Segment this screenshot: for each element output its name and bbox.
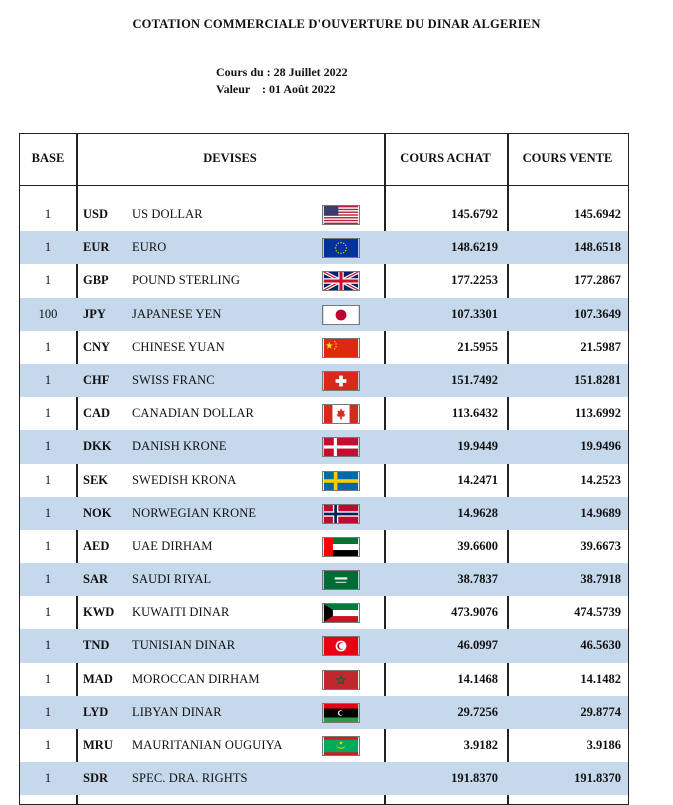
morocco-flag-icon bbox=[322, 670, 360, 690]
table-row bbox=[20, 231, 628, 264]
cell-name: US DOLLAR bbox=[132, 207, 203, 221]
table-row bbox=[20, 298, 628, 331]
cell-base: 1 bbox=[44, 207, 52, 221]
cell-achat: 145.6792 bbox=[451, 207, 498, 221]
cell-base: 1 bbox=[44, 605, 52, 620]
cell-name: SPEC. DRA. RIGHTS bbox=[132, 771, 248, 786]
cell-achat: 29.7256 bbox=[457, 704, 498, 719]
cell-base: 1 bbox=[44, 738, 52, 752]
cell-achat: 21.5955 bbox=[457, 339, 498, 354]
cell-vente: 21.5987 bbox=[580, 339, 621, 354]
cell-vente: 39.6673 bbox=[580, 538, 621, 553]
cell-name: JAPANESE YEN bbox=[132, 306, 222, 321]
table-row bbox=[20, 696, 628, 729]
cell-vente: 191.8370 bbox=[574, 771, 621, 786]
cell-vente: 151.8281 bbox=[574, 372, 621, 387]
rates-table bbox=[19, 133, 629, 805]
cell-name: UAE DIRHAM bbox=[132, 538, 213, 553]
cell-base: 1 bbox=[44, 771, 52, 786]
table-row bbox=[20, 563, 628, 596]
cell-achat: 3.9182 bbox=[463, 738, 498, 752]
cell-vente: 107.3649 bbox=[574, 306, 621, 321]
header-achat: COURS ACHAT bbox=[400, 151, 491, 165]
sweden-flag-icon bbox=[322, 471, 360, 491]
cell-name: SWISS FRANC bbox=[132, 372, 215, 387]
cell-name: NORWEGIAN KRONE bbox=[132, 505, 257, 520]
cell-achat: 14.2471 bbox=[457, 472, 498, 487]
cell-vente: 14.2523 bbox=[580, 472, 621, 487]
cell-code: NOK bbox=[83, 505, 112, 520]
cell-vente: 177.2867 bbox=[574, 273, 621, 288]
cell-achat: 46.0997 bbox=[457, 638, 498, 653]
date-block bbox=[216, 64, 348, 98]
table-row bbox=[20, 264, 628, 297]
cell-base: 1 bbox=[44, 273, 52, 288]
header-base: BASE bbox=[31, 151, 65, 165]
cell-name: MAURITANIAN OUGUIYA bbox=[132, 738, 283, 752]
cell-achat: 39.6600 bbox=[457, 538, 498, 553]
cell-code: AED bbox=[83, 538, 110, 553]
saudi-flag-icon bbox=[322, 570, 360, 590]
cell-achat: 473.9076 bbox=[451, 605, 498, 620]
mauritania-flag-icon bbox=[322, 736, 360, 756]
norway-flag-icon bbox=[322, 504, 360, 524]
cell-base: 1 bbox=[44, 538, 52, 553]
cell-code: CHF bbox=[83, 372, 110, 387]
cell-achat: 113.6432 bbox=[451, 406, 498, 421]
cell-code: CNY bbox=[83, 339, 111, 354]
kuwait-flag-icon bbox=[322, 603, 360, 623]
table-row bbox=[20, 464, 628, 497]
cell-base: 1 bbox=[44, 240, 52, 255]
cell-base: 100 bbox=[38, 306, 58, 321]
cell-vente: 29.8774 bbox=[580, 704, 621, 719]
cell-code: EUR bbox=[83, 240, 110, 255]
cell-code: SDR bbox=[83, 771, 109, 786]
cell-vente: 46.5630 bbox=[580, 638, 621, 653]
header-devises: DEVISES bbox=[203, 151, 257, 165]
cell-achat: 191.8370 bbox=[451, 771, 498, 786]
cell-code: TND bbox=[83, 638, 110, 653]
japan-flag-icon bbox=[322, 305, 360, 325]
libya-flag-icon bbox=[322, 703, 360, 723]
cell-code: GBP bbox=[83, 273, 109, 288]
cours-date: Cours du : 28 Juillet 2022 bbox=[216, 65, 348, 79]
cell-achat: 107.3301 bbox=[451, 306, 498, 321]
header-vente: COURS VENTE bbox=[522, 151, 613, 165]
cell-base: 1 bbox=[44, 439, 52, 454]
cell-vente: 3.9186 bbox=[586, 738, 621, 752]
cell-base: 1 bbox=[44, 572, 52, 587]
cell-vente: 148.6518 bbox=[574, 240, 621, 255]
cell-achat: 151.7492 bbox=[451, 372, 498, 387]
cell-vente: 19.9496 bbox=[580, 439, 621, 454]
cell-name: MOROCCAN DIRHAM bbox=[132, 671, 260, 686]
canada-flag-icon bbox=[322, 404, 360, 424]
cell-code: SAR bbox=[83, 572, 109, 587]
cell-name: TUNISIAN DINAR bbox=[132, 638, 236, 653]
denmark-flag-icon bbox=[322, 437, 360, 457]
cell-vente: 474.5739 bbox=[574, 605, 621, 620]
cell-name: POUND STERLING bbox=[132, 273, 240, 288]
table-row bbox=[20, 530, 628, 563]
uae-flag-icon bbox=[322, 537, 360, 557]
cell-achat: 148.6219 bbox=[451, 240, 498, 255]
cell-base: 1 bbox=[44, 505, 52, 520]
cell-code: SEK bbox=[83, 472, 109, 487]
document-title: COTATION COMMERCIALE D'OUVERTURE DU DINAR ALGERIEN bbox=[132, 17, 541, 31]
cell-base: 1 bbox=[44, 406, 52, 421]
table-row bbox=[20, 629, 628, 662]
cell-name: KUWAITI DINAR bbox=[132, 605, 230, 620]
cell-base: 1 bbox=[44, 472, 52, 487]
cell-vente: 14.1482 bbox=[580, 671, 621, 686]
cell-code: JPY bbox=[83, 306, 106, 321]
cell-code: USD bbox=[83, 207, 109, 221]
cell-name: SWEDISH KRONA bbox=[132, 472, 237, 487]
cell-name: SAUDI RIYAL bbox=[132, 572, 212, 587]
cell-code: MAD bbox=[83, 671, 113, 686]
cell-code: MRU bbox=[83, 738, 113, 752]
table-row bbox=[20, 397, 628, 430]
cell-base: 1 bbox=[44, 372, 52, 387]
table-row bbox=[20, 198, 628, 231]
cell-name: DANISH KRONE bbox=[132, 439, 227, 454]
cell-code: LYD bbox=[83, 704, 109, 719]
tunisia-flag-icon bbox=[322, 636, 360, 656]
swiss-flag-icon bbox=[322, 371, 360, 391]
valeur-date: Valeur : 01 Août 2022 bbox=[216, 82, 336, 96]
table-row bbox=[20, 364, 628, 397]
uk-flag-icon bbox=[322, 271, 360, 291]
cell-achat: 38.7837 bbox=[457, 572, 498, 587]
cell-vente: 113.6992 bbox=[574, 406, 621, 421]
table-row bbox=[20, 663, 628, 696]
table-header bbox=[20, 134, 628, 186]
cell-name: LIBYAN DINAR bbox=[132, 704, 222, 719]
cell-code: DKK bbox=[83, 439, 112, 454]
cell-code: KWD bbox=[83, 605, 115, 620]
cell-vente: 145.6942 bbox=[574, 207, 621, 221]
cell-vente: 14.9689 bbox=[580, 505, 621, 520]
cell-base: 1 bbox=[44, 339, 52, 354]
cell-achat: 19.9449 bbox=[457, 439, 498, 454]
cell-code: CAD bbox=[83, 406, 111, 421]
cell-achat: 14.1468 bbox=[457, 671, 498, 686]
cell-name: CHINESE YUAN bbox=[132, 339, 225, 354]
table-body bbox=[20, 198, 628, 795]
cell-name: CANADIAN DOLLAR bbox=[132, 406, 254, 421]
cell-achat: 14.9628 bbox=[457, 505, 498, 520]
table-row bbox=[20, 596, 628, 629]
table-row bbox=[20, 497, 628, 530]
eu-flag-icon bbox=[322, 238, 360, 258]
china-flag-icon bbox=[322, 338, 360, 358]
cell-achat: 177.2253 bbox=[451, 273, 498, 288]
cell-vente: 38.7918 bbox=[580, 572, 621, 587]
cell-base: 1 bbox=[44, 704, 52, 719]
table-row bbox=[20, 762, 628, 795]
cell-base: 1 bbox=[44, 671, 52, 686]
table-row bbox=[20, 430, 628, 463]
cell-name: EURO bbox=[132, 240, 167, 255]
table-row bbox=[20, 729, 628, 762]
us-flag-icon bbox=[322, 205, 360, 225]
cell-base: 1 bbox=[44, 638, 52, 653]
table-row bbox=[20, 331, 628, 364]
